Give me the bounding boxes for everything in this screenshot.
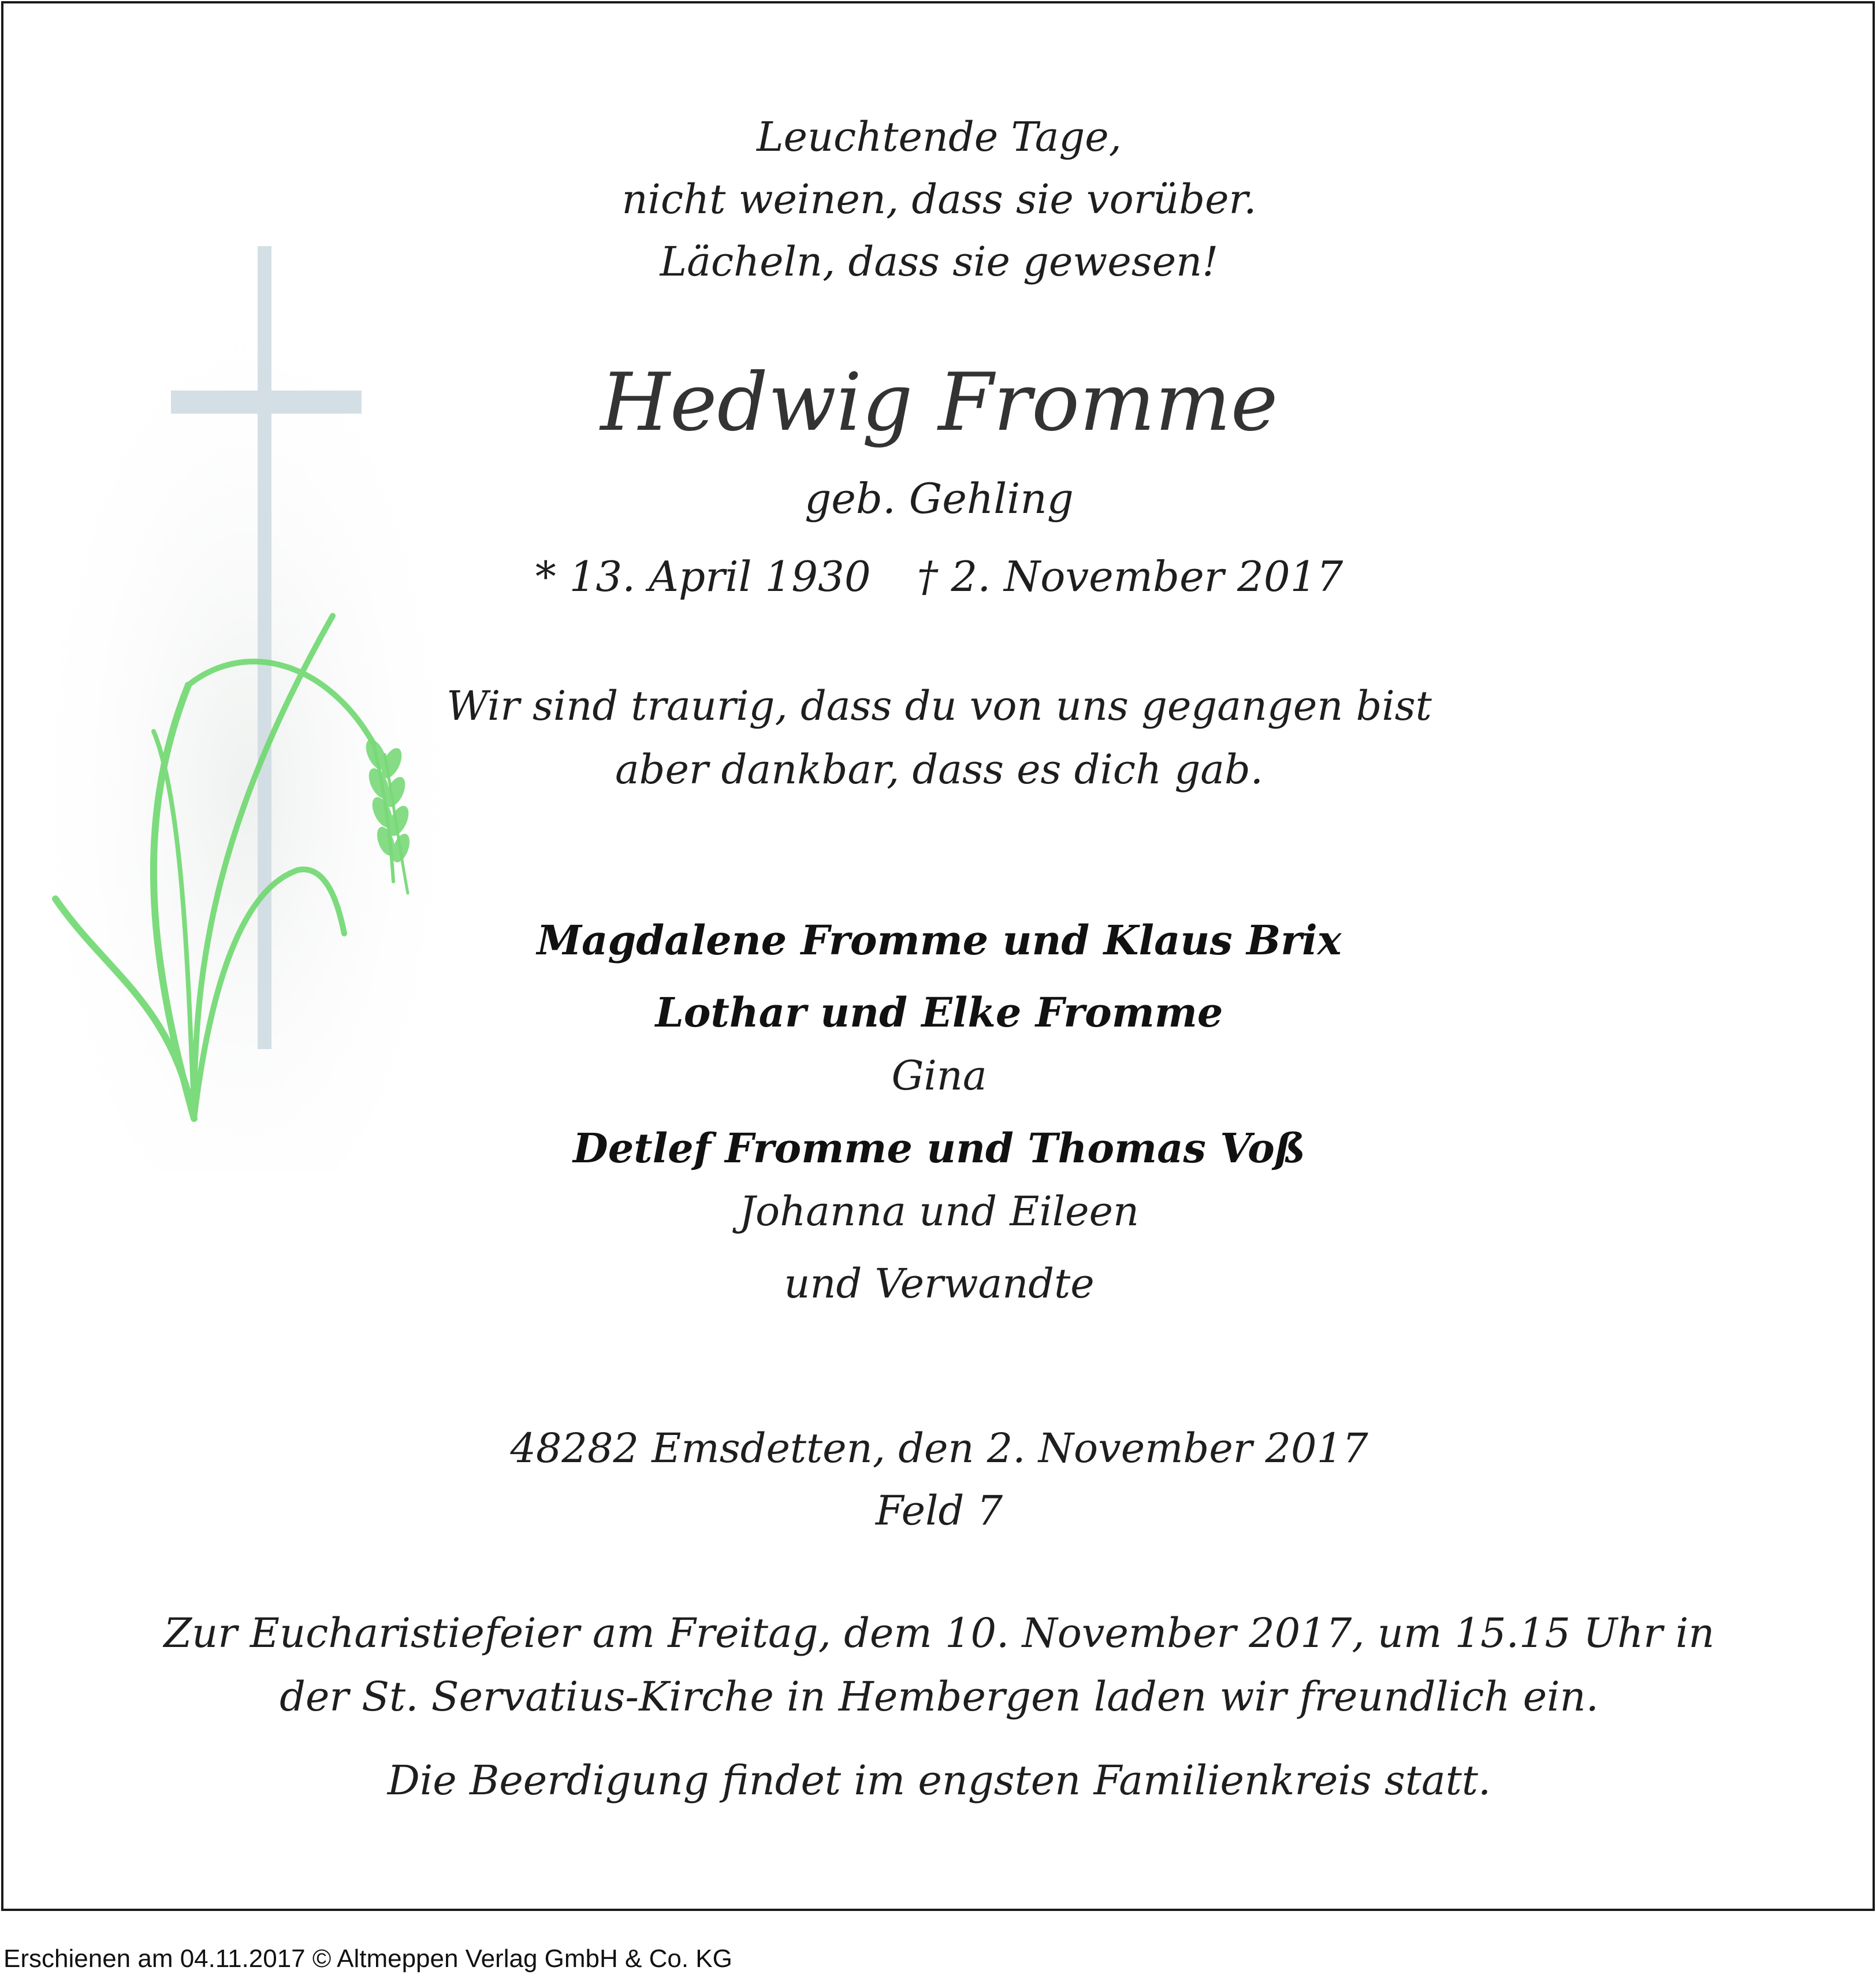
verse-line-3: Lächeln, dass sie gewesen! xyxy=(660,238,1219,285)
life-dates xyxy=(3,552,1875,601)
mourner-family-3-children: Johanna und Eileen xyxy=(739,1188,1140,1235)
grave-field: Feld 7 xyxy=(875,1487,1003,1534)
mourner-family-2-child: Gina xyxy=(891,1052,987,1099)
mourner-family-1: Magdalene Fromme und Klaus Brix xyxy=(537,916,1342,964)
notice-frame xyxy=(1,1,1875,1911)
message-line-1: Wir sind traurig, dass du von uns gegangen bist xyxy=(446,682,1432,730)
deceased-name: Hedwig Fromme xyxy=(600,356,1278,449)
burial-note: Die Beerdigung findet im engsten Familienkreis statt. xyxy=(387,1757,1491,1804)
birth-name: geb. Gehling xyxy=(805,474,1074,523)
service-line-2: der St. Servatius-Kirche in Hembergen laden wir freundlich ein. xyxy=(280,1673,1599,1720)
verse-line-1: Leuchtende Tage, xyxy=(757,113,1122,161)
mourner-relatives: und Verwandte xyxy=(784,1260,1095,1307)
birth-date: * 13. April 1930 xyxy=(535,552,871,601)
message-line-2: aber dankbar, dass es dich gab. xyxy=(615,746,1264,793)
mourner-family-3: Detlef Fromme und Thomas Voß xyxy=(573,1124,1305,1172)
service-line-1: Zur Eucharistiefeier am Freitag, dem 10. November 2017, um 15.15 Uhr in xyxy=(163,1609,1715,1657)
location-date: 48282 Emsdetten, den 2. November 2017 xyxy=(510,1425,1368,1472)
publication-footer: Erschienen am 04.11.2017 © Altmeppen Verlag GmbH & Co. KG xyxy=(3,1944,732,1973)
death-date: † 2. November 2017 xyxy=(917,552,1343,601)
verse-line-2: nicht weinen, dass sie vorüber. xyxy=(621,176,1257,223)
mourner-family-2: Lothar und Elke Fromme xyxy=(655,988,1223,1036)
